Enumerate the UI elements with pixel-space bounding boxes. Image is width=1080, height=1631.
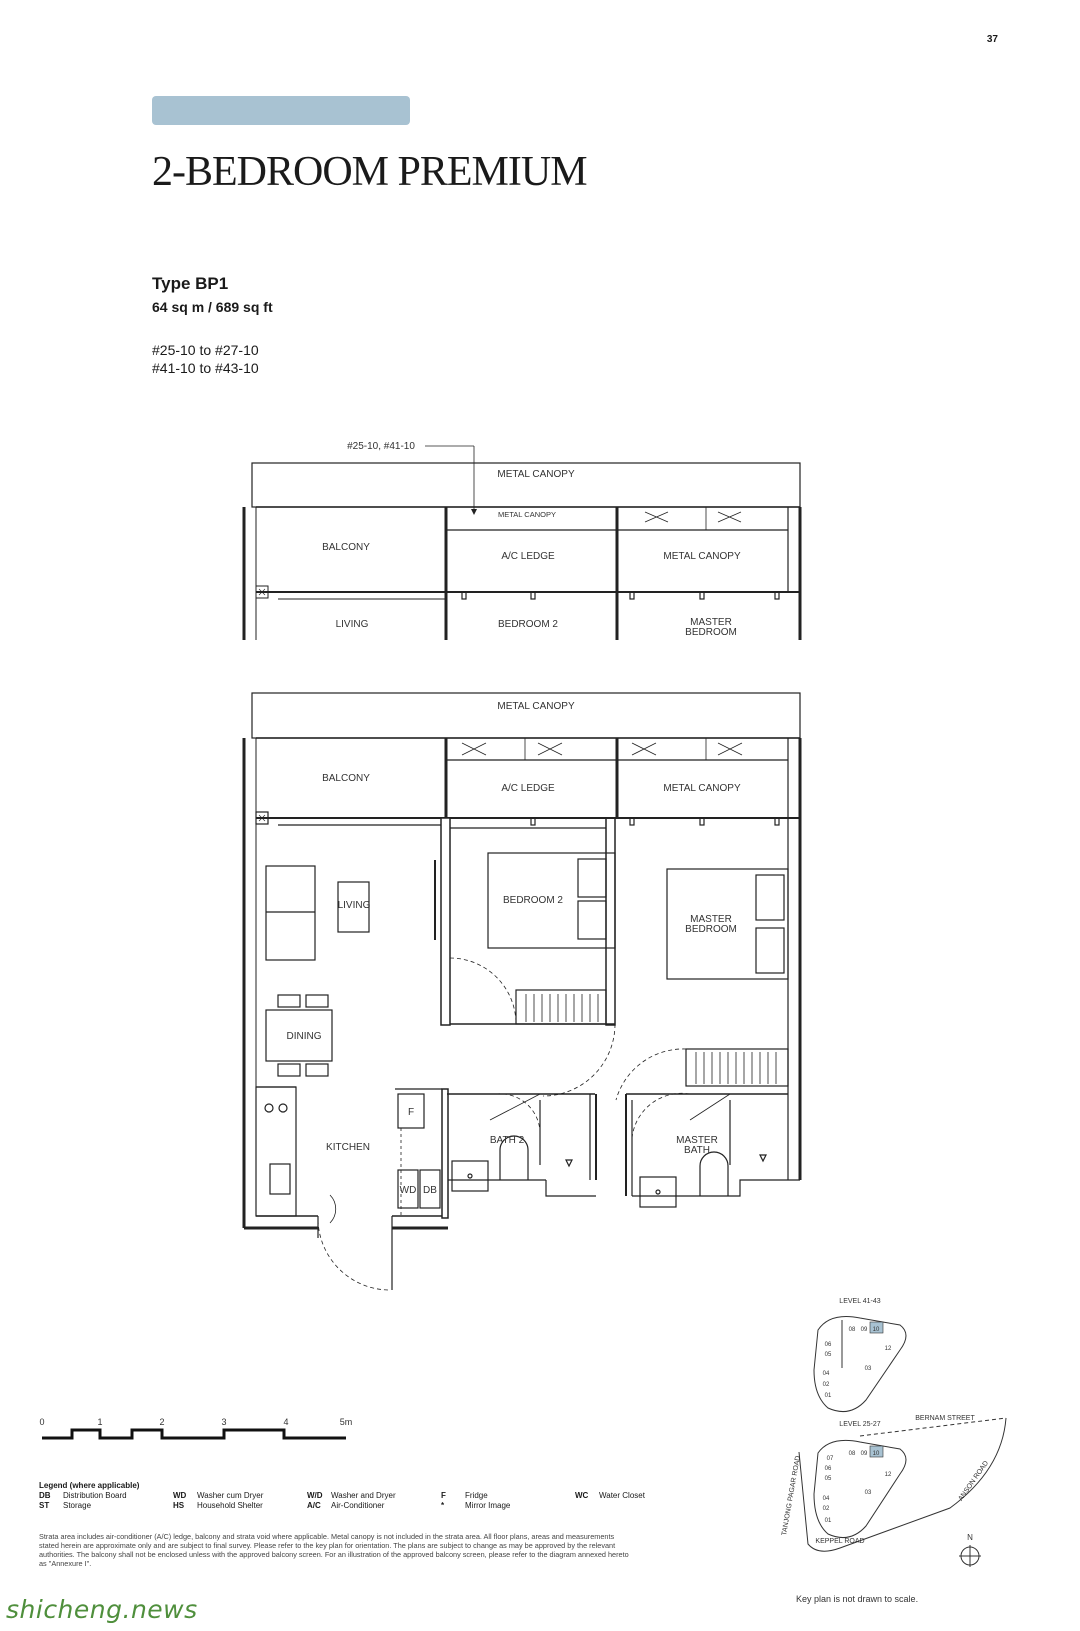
living-label: LIVING	[335, 619, 369, 630]
keyplan-unit: 09	[860, 1327, 868, 1333]
ac-ledge-label: A/C LEDGE	[501, 551, 555, 562]
keyplan-unit: 08	[848, 1451, 856, 1457]
scale-tick-0: 0	[39, 1417, 45, 1427]
keyplan-level-top: LEVEL 41-43	[839, 1298, 881, 1305]
key-plan	[781, 1298, 1006, 1567]
page-title: 2-BEDROOM PREMIUM	[152, 149, 587, 195]
living-room-label: LIVING	[337, 900, 371, 911]
db-label: DB	[423, 1185, 437, 1196]
legend-desc: Distribution Board	[63, 1491, 127, 1500]
keyplan-unit: 03	[864, 1490, 872, 1496]
unit-area: 64 sq m / 689 sq ft	[152, 299, 273, 315]
scale-tick-5: 5m	[339, 1417, 353, 1427]
keyplan-unit: 09	[860, 1451, 868, 1457]
keyplan-bernam-street: BERNAM STREET	[915, 1415, 975, 1422]
keyplan-unit: 10	[872, 1451, 880, 1457]
unit-range-1: #25-10 to #27-10	[152, 342, 259, 358]
legend	[39, 1481, 709, 1511]
legend-desc: Fridge	[465, 1491, 488, 1500]
keyplan-unit: 05	[824, 1476, 832, 1482]
legend-desc: Mirror Image	[465, 1501, 511, 1510]
keyplan-unit: 08	[848, 1327, 856, 1333]
fp-metal-canopy-right-label: METAL CANOPY	[663, 783, 741, 794]
dining-label: DINING	[286, 1031, 322, 1042]
legend-desc: Washer and Dryer	[331, 1491, 396, 1500]
legend-item	[441, 1491, 575, 1501]
keyplan-unit: 07	[826, 1456, 834, 1462]
legend-item	[39, 1491, 173, 1501]
metal-canopy-small-label: METAL CANOPY	[498, 510, 556, 519]
legend-code: F	[441, 1491, 446, 1500]
keyplan-unit: 12	[884, 1346, 892, 1352]
master-bath-label-line2: BATH	[684, 1145, 710, 1156]
elevation-labels	[322, 441, 741, 638]
keyplan-unit: 04	[822, 1371, 830, 1377]
scale-bar	[39, 1417, 352, 1438]
balcony-label: BALCONY	[322, 542, 370, 553]
legend-item	[173, 1491, 307, 1501]
keyplan-tanjong-pagar-road: TANJONG PAGAR ROAD	[781, 1455, 803, 1537]
keyplan-unit: 02	[822, 1506, 830, 1512]
fridge-label: F	[407, 1107, 415, 1118]
fp-ac-ledge-label: A/C LEDGE	[501, 783, 555, 794]
legend-item	[39, 1501, 173, 1511]
unit-callout-label: #25-10, #41-10	[347, 441, 415, 452]
keyplan-unit: 04	[822, 1496, 830, 1502]
master-bath-label-line1: MASTER	[676, 1135, 718, 1146]
keyplan-level-bottom: LEVEL 25-27	[839, 1421, 881, 1428]
disclaimer-notes: Strata area includes air-conditioner (A/C) ledge, balcony and strata void where applicable. Metal canopy is not included in the strata area. All floor plans, areas and measurements stated herein are approximate only and are subject to final survey. Please refer to the key plan for orientation. The plans are subject to change as may be approved by the relevant authorities. The balcony shall not be enclosed unless with the approved balcony screen. For an illustration of the approved balcony screen, please refer to the diagram annexed hereto as "Annexure I".	[39, 1532, 629, 1568]
kitchen-label: KITCHEN	[326, 1142, 370, 1153]
legend-code: WD	[173, 1491, 187, 1500]
legend-code: A/C	[307, 1501, 321, 1510]
legend-code: *	[441, 1501, 445, 1510]
legend-item	[575, 1491, 709, 1501]
keyplan-north-label: N	[967, 1533, 973, 1542]
fp-balcony-label: BALCONY	[322, 773, 370, 784]
keyplan-unit: 12	[884, 1472, 892, 1478]
legend-desc: Household Shelter	[197, 1501, 263, 1510]
keyplan-unit: 05	[824, 1352, 832, 1358]
master-bedroom-label-line2: BEDROOM	[685, 627, 737, 638]
legend-code: DB	[39, 1491, 51, 1500]
legend-desc: Water Closet	[599, 1491, 645, 1500]
keyplan-unit: 01	[824, 1518, 832, 1524]
keyplan-unit: 02	[822, 1382, 830, 1388]
page-number: 37	[986, 34, 998, 45]
scale-tick-1: 1	[97, 1417, 103, 1427]
bedroom2-label: BEDROOM 2	[497, 619, 559, 630]
legend-title: Legend (where applicable)	[39, 1481, 140, 1490]
watermark: shicheng.news	[6, 1595, 198, 1624]
unit-range-2: #41-10 to #43-10	[152, 360, 259, 376]
keyplan-scale-note: Key plan is not drawn to scale.	[796, 1594, 919, 1604]
legend-code: ST	[39, 1501, 50, 1510]
keyplan-anson-road: ANSON ROAD	[957, 1459, 991, 1503]
legend-desc: Storage	[63, 1501, 92, 1510]
keyplan-unit: 06	[824, 1466, 832, 1472]
wd-label: WD	[399, 1185, 417, 1196]
master-bedroom-room-label-line2: BEDROOM	[685, 924, 737, 935]
scale-tick-2: 2	[159, 1417, 165, 1427]
legend-code: WC	[575, 1491, 589, 1500]
keyplan-unit: 10	[872, 1327, 880, 1333]
legend-desc: Air-Conditioner	[331, 1501, 385, 1510]
bath2-label: BATH 2	[489, 1135, 525, 1146]
scale-tick-3: 3	[221, 1417, 227, 1427]
master-bedroom-room-label-line1: MASTER	[690, 914, 732, 925]
keyplan-unit: 06	[824, 1342, 832, 1348]
legend-desc: Washer cum Dryer	[197, 1491, 264, 1500]
keyplan-keppel-road: KEPPEL ROAD	[815, 1538, 865, 1545]
legend-item	[441, 1501, 575, 1511]
keyplan-unit: 03	[864, 1366, 872, 1372]
legend-row	[39, 1501, 709, 1511]
master-bedroom-label-line1: MASTER	[690, 617, 732, 628]
legend-item	[173, 1501, 307, 1511]
metal-canopy-label: METAL CANOPY	[497, 469, 575, 480]
unit-type-label: Type BP1	[152, 274, 229, 293]
legend-code: HS	[173, 1501, 185, 1510]
legend-item	[307, 1491, 441, 1501]
bedroom2-room-label: BEDROOM 2	[502, 895, 564, 906]
fp-metal-canopy-label: METAL CANOPY	[497, 701, 575, 712]
metal-canopy-right-label: METAL CANOPY	[663, 551, 741, 562]
keyplan-unit: 01	[824, 1393, 832, 1399]
legend-item	[307, 1501, 441, 1511]
legend-row	[39, 1491, 709, 1501]
scale-tick-4: 4	[283, 1417, 289, 1427]
legend-code: W/D	[307, 1491, 323, 1500]
